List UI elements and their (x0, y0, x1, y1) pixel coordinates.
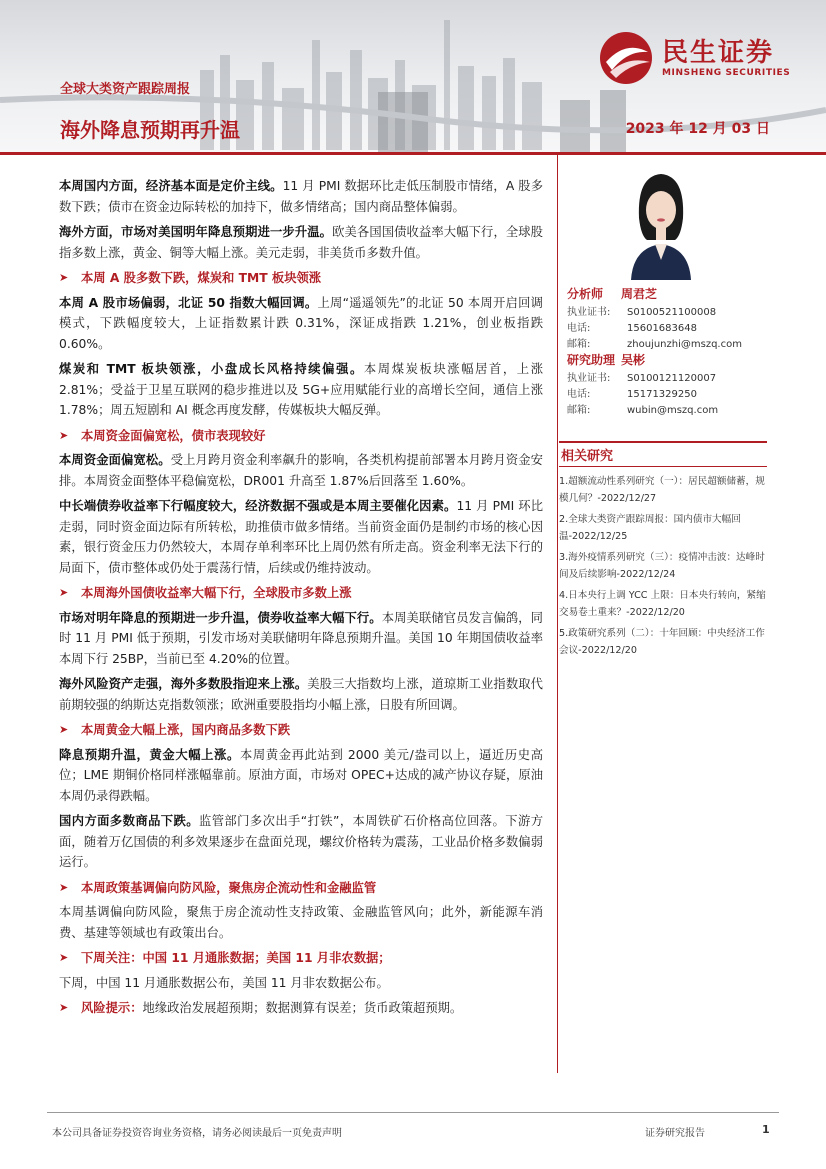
paragraph (59, 973, 543, 994)
email-label: 邮箱: (567, 405, 591, 416)
logo-text-en: MINSHENG SECURITIES (662, 68, 791, 78)
section-heading (59, 878, 543, 899)
section-heading (59, 426, 543, 447)
analyst-1-role (567, 288, 657, 301)
paragraph (59, 608, 543, 670)
footer-disclaimer: 本公司具备证券投资咨询业务资格，请务必阅读最后一页免责声明 (52, 1128, 342, 1139)
paragraph (59, 222, 543, 263)
section-heading (59, 583, 543, 604)
related-research (559, 441, 767, 663)
report-series: 全球大类资产跟踪周报 (60, 82, 191, 97)
lead-text: 海外风险资产走强，海外多数股指迎来上涨。 (59, 677, 308, 691)
role-label: 分析师 (567, 287, 604, 301)
body-text: 本周美联储官员发言偏鸽，同时 11 月 PMI 低于预期，引发市场对美联储明年降息预期升温。美国 10 年期国债收益率本周下行 25BP，当前已至 4.20%的位置。 (59, 610, 543, 666)
section-heading-text: 本周海外国债收益率大幅下行，全球股市多数上涨 (81, 586, 352, 600)
logo-text-cn: 民生证券 (662, 38, 775, 68)
analyst-name: 吴彬 (621, 353, 646, 367)
cert-number: S0100121120007 (627, 373, 717, 384)
lead-text: 本周 A 股市场偏弱，北证 50 指数大幅回调。 (59, 295, 318, 310)
body-text: 上周“遥遥领先”的北证 50 本周开启回调模式，下跌幅度较大，上证指数累计跌 0.31%，深证成指跌 1.21%，创业板指跌 0.60%。 (59, 295, 543, 351)
analyst-2-phone (567, 388, 697, 401)
phone-label: 电话: (567, 323, 591, 334)
body-text: 11 月 PMI 数据环比走低压制股市情绪，A 股多数下跌；债市在资金边际转松的加持下，做多情绪高；国内商品整体偏弱。 (59, 179, 543, 214)
lead-text: 降息预期升温，黄金大幅上涨。 (59, 747, 240, 762)
column-divider (557, 155, 558, 1073)
body-text: 11 月 PMI 环比走弱，同时资金面边际有所转松，助推债市做多情绪。当前资金面仍是制约市场的核心因素，银行资金压力仍然较大，本周存单利率环比上周仍然有所走高。资金利率无法下行的局面下，债市整体或仍处于震荡行情，后续或仍维持波动。 (59, 499, 543, 575)
paragraph (59, 293, 543, 355)
header-divider (0, 152, 826, 155)
body-text: 下周，中国 11 月通胀数据公布，美国 11 月非农数据公布。 (59, 975, 389, 990)
summary-body (59, 176, 543, 1023)
arrow-icon: ➤ (59, 951, 69, 964)
analyst-1-email (567, 338, 742, 351)
related-research-item[interactable]: 4.日本央行上调 YCC 上限：日本央行转向，紧缩交易卷土重来？-2022/12/20 (559, 590, 766, 618)
analyst-2-role (567, 354, 645, 367)
section-heading-text: 本周黄金大幅上涨，国内商品多数下跌 (81, 723, 291, 737)
body-text: 欧美各国国债收益率大幅下行，全球股指多数上涨，黄金、铜等大幅上涨。美元走弱，非美货币多数升值。 (59, 225, 543, 260)
lead-text: 中长端债券收益率下行幅度较大，经济数据不强或是本周主要催化因素。 (59, 499, 457, 513)
analyst-2-email (567, 404, 718, 417)
phone-number: 15601683648 (627, 323, 697, 334)
related-research-item[interactable]: 3.海外疫情系列研究（三）：疫情冲击波：达峰时间及后续影响-2022/12/24 (559, 552, 765, 580)
analyst-1-cert (567, 306, 716, 319)
email-link[interactable]: wubin@mszq.com (627, 405, 719, 416)
arrow-icon: ➤ (59, 1001, 69, 1014)
lead-text: 市场对明年降息的预期进一步升温，债券收益率大幅下行。 (59, 610, 382, 625)
role-label: 研究助理 (567, 353, 616, 367)
related-research-heading: 相关研究 (559, 441, 767, 467)
section-heading-text: 本周资金面偏宽松，债市表现较好 (81, 428, 266, 443)
report-title: 海外降息预期再升温 (60, 118, 240, 142)
arrow-icon: ➤ (59, 586, 69, 599)
footer-divider (47, 1112, 779, 1113)
arrow-icon: ➤ (59, 271, 69, 284)
paragraph (59, 176, 543, 217)
footer-doc-type: 证券研究报告 (645, 1128, 705, 1139)
body-text: 本周黄金再此站到 2000 美元/盎司以上，逼近历史高位；LME 期铜价格同样涨幅靠前。原油方面，市场对 OPEC+达成的减产协议存疑，原油本周仍录得跌幅。 (59, 747, 543, 803)
body-text: 本周基调偏向防风险，聚焦于房企流动性支持政策、金融监管风向；此外，新能源车消费、基建等领域也有政策出台。 (59, 905, 543, 940)
paragraph (59, 902, 543, 943)
cert-label: 执业证书: (567, 373, 611, 384)
section-heading-text: 本周 A 股多数下跌，煤炭和 TMT 板块领涨 (81, 271, 322, 285)
analyst-photo (619, 160, 703, 280)
risk-text: 地缘政治发展超预期；数据测算有误差；货币政策超预期。 (142, 1001, 463, 1015)
cert-label: 执业证书: (567, 307, 611, 318)
phone-number: 15171329250 (627, 389, 697, 400)
section-heading-text: 本周政策基调偏向防风险，聚焦房企流动性和金融监管 (81, 880, 377, 895)
company-logo (598, 30, 808, 86)
email-label: 邮箱: (567, 339, 591, 350)
risk-label: 风险提示： (81, 1001, 143, 1015)
related-research-list (559, 473, 767, 659)
page-number: 1 (762, 1123, 770, 1136)
logo-emblem-icon (598, 30, 658, 86)
related-research-item[interactable]: 1.超额流动性系列研究（一）：居民超额储蓄，规模几何？-2022/12/27 (559, 476, 765, 504)
arrow-icon: ➤ (59, 880, 69, 894)
paragraph (59, 811, 543, 873)
paragraph (59, 450, 543, 491)
risk-warning (59, 998, 543, 1019)
body-text: 受上月跨月资金利率飙升的影响，各类机构提前部署本月跨月资金安排。本周资金面整体平稳偏宽松，DR001 升高至 1.87%后回落至 1.60%。 (59, 453, 543, 488)
lead-text: 煤炭和 TMT 板块领涨，小盘成长风格持续偏强。 (59, 362, 364, 376)
header-banner (0, 0, 826, 152)
arrow-icon: ➤ (59, 723, 69, 736)
analyst-2-cert (567, 372, 716, 385)
section-heading (59, 948, 543, 969)
section-heading-text: 下周关注：中国 11 月通胀数据；美国 11 月非农数据； (81, 951, 391, 965)
email-link[interactable]: zhoujunzhi@mszq.com (627, 339, 742, 350)
related-research-item[interactable]: 5.政策研究系列（二）：十年回顾：中央经济工作会议-2022/12/20 (559, 628, 765, 656)
paragraph (59, 745, 543, 807)
arrow-icon: ➤ (59, 428, 69, 442)
paragraph (59, 496, 543, 578)
body-text: 美股三大指数均上涨，道琼斯工业指数取代前期较强的纳斯达克指数领涨；欧洲重要股指均小幅上涨，日股有所回调。 (59, 677, 543, 712)
report-date: 2023 年 12 月 03 日 (625, 121, 770, 137)
analyst-name: 周君芝 (621, 287, 658, 301)
section-heading (59, 720, 543, 741)
paragraph (59, 359, 543, 421)
lead-text: 本周国内方面，经济基本面是定价主线。 (59, 179, 283, 193)
lead-text: 国内方面多数商品下跌。 (59, 814, 199, 828)
section-heading (59, 268, 543, 289)
cert-number: S0100521100008 (627, 307, 717, 318)
paragraph (59, 674, 543, 715)
related-research-item[interactable]: 2.全球大类资产跟踪周报：国内债市大幅回温-2022/12/25 (559, 514, 741, 542)
analyst-1-phone (567, 322, 697, 335)
body-text: 本周煤炭板块涨幅居首，上涨 2.81%；受益于卫星互联网的稳步推进以及 5G+应用赋能行业的高增长空间，通信上涨 1.78%；周五短剧和 AI 概念再度发酵，传媒板块大幅反弹。 (59, 362, 543, 417)
phone-label: 电话: (567, 389, 591, 400)
body-text: 监管部门多次出手“打铁”，本周铁矿石价格高位回落。下游方面，随着万亿国债的利多效果逐步在盘面兑现，螺纹价格转为震荡，工业品价格多数偏弱运行。 (59, 814, 543, 869)
lead-text: 本周资金面偏宽松。 (59, 453, 171, 467)
lead-text: 海外方面，市场对美国明年降息预期进一步升温。 (59, 225, 333, 239)
